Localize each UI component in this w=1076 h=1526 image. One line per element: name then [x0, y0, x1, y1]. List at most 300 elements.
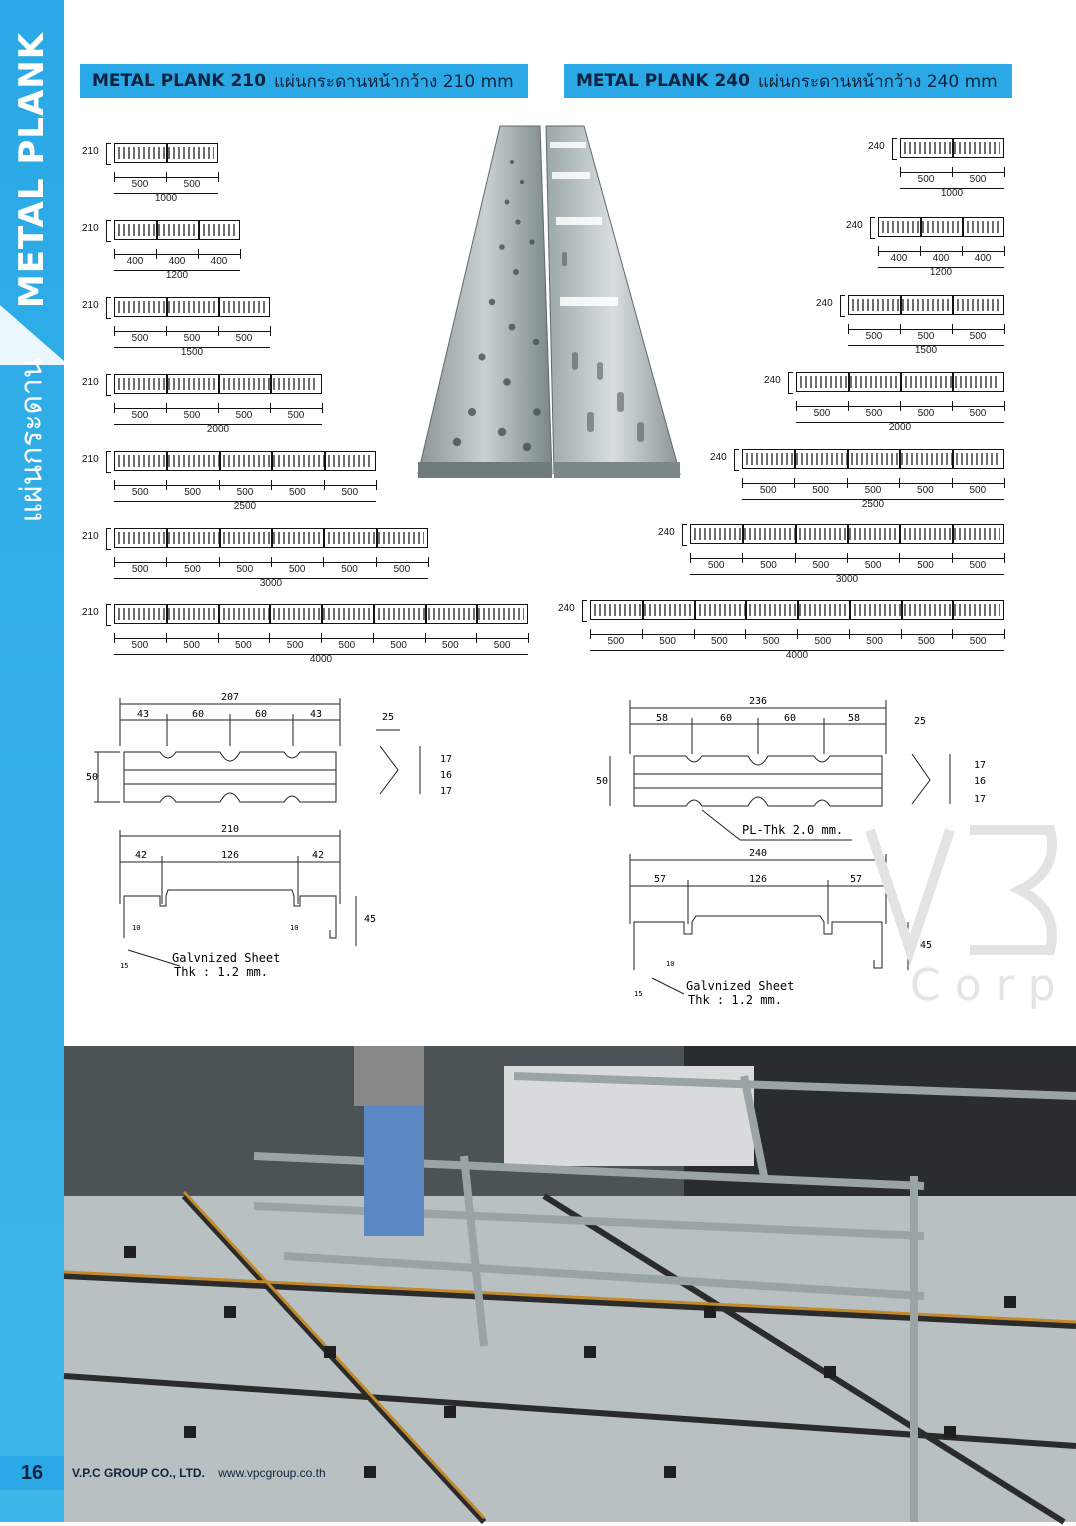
- segment-divider: [962, 218, 964, 236]
- plank-body: [114, 297, 270, 317]
- segment-divider: [219, 529, 221, 547]
- segment-length-label: 500: [286, 640, 304, 651]
- segment-divider: [952, 450, 954, 468]
- dimension-tick: [1004, 246, 1005, 256]
- footer-text: [72, 1466, 326, 1480]
- segment-length-label: 400: [126, 256, 144, 267]
- segment-divider: [269, 605, 271, 623]
- plank-body: [690, 524, 1004, 544]
- section-title-en: METAL PLANK 240: [576, 71, 750, 91]
- segment-length-label: 500: [184, 487, 201, 498]
- dim-side-part: 16: [974, 776, 987, 787]
- dimension-tick: [166, 480, 167, 490]
- total-length-label: 3000: [835, 574, 859, 585]
- segment-divider: [847, 525, 849, 543]
- segment-length-label: 500: [759, 485, 777, 496]
- dimension-tick: [219, 480, 220, 490]
- segment-length-label: 500: [864, 485, 882, 496]
- segment-divider: [321, 605, 323, 623]
- total-length-label: 1000: [940, 188, 964, 199]
- plank-height-label: 210: [82, 223, 99, 234]
- segment-divider: [376, 529, 378, 547]
- dimension-tick: [271, 480, 272, 490]
- segment-dimension-line: [878, 251, 1004, 252]
- dimension-tick: [1004, 324, 1005, 334]
- dimension-tick: [1004, 167, 1005, 177]
- segment-length-label: 500: [917, 174, 935, 185]
- dimension-tick: [1004, 401, 1005, 411]
- dim-top-part: 60: [783, 713, 797, 724]
- height-bracket: [106, 143, 111, 165]
- segment-length-label: 500: [390, 640, 407, 651]
- segment-dimension-line: [114, 254, 240, 255]
- segment-dimension-line: [114, 331, 270, 332]
- plank-height-label: 210: [82, 454, 99, 465]
- segment-divider: [166, 452, 168, 470]
- dimension-tick: [900, 167, 901, 177]
- dimension-tick: [847, 478, 848, 488]
- segment-length-label: 500: [812, 560, 830, 571]
- segment-length-label: 500: [236, 564, 254, 575]
- page-number: 16: [20, 1462, 44, 1484]
- dimension-tick: [952, 478, 953, 488]
- segment-divider: [166, 529, 168, 547]
- segment-divider: [166, 144, 168, 162]
- segment-length-label: 500: [131, 564, 149, 575]
- dimension-tick: [794, 478, 795, 488]
- dimension-tick: [425, 633, 426, 643]
- dimension-tick: [745, 629, 746, 639]
- dimension-tick: [899, 553, 900, 563]
- section-title-th: แผ่นกระดานหน้ากว้าง 210 mm: [273, 71, 514, 92]
- segment-divider: [952, 296, 954, 314]
- segment-length-label: 500: [131, 640, 149, 651]
- height-bracket: [870, 217, 875, 239]
- dim-side-part: 16: [440, 770, 453, 781]
- note-sheet: Galvnized Sheet: [686, 979, 795, 993]
- dimension-tick: [270, 326, 271, 336]
- plank-height-label: 210: [82, 531, 99, 542]
- plank-height-label: 210: [82, 377, 99, 388]
- segment-length-label: 500: [184, 564, 201, 575]
- segment-length-label: 400: [168, 256, 186, 267]
- segment-divider: [901, 601, 903, 619]
- note-pl-thickness: PL-Thk 2.0 mm.: [742, 823, 844, 837]
- segment-length-label: 500: [814, 636, 832, 647]
- vpc-watermark-logo: [850, 780, 1070, 1040]
- segment-length-label: 500: [393, 564, 411, 575]
- website: www.vpcgroup.co.th: [218, 1466, 326, 1480]
- dimension-tick: [952, 324, 953, 334]
- dimension-tick: [166, 633, 167, 643]
- dimension-tick: [114, 172, 115, 182]
- perforation-pattern: [118, 224, 236, 236]
- height-bracket: [840, 295, 845, 317]
- dim-side-part: 17: [974, 794, 987, 805]
- dim-top-total: 207: [220, 692, 240, 703]
- segment-divider: [425, 605, 427, 623]
- dimension-tick: [742, 478, 743, 488]
- plank-height-label: 240: [868, 141, 885, 152]
- dimension-tick: [899, 478, 900, 488]
- segment-divider: [642, 601, 644, 619]
- dim-depth: 45: [364, 914, 377, 925]
- segment-divider: [166, 298, 168, 316]
- height-bracket: [788, 372, 793, 394]
- section-title-th: แผ่นกระดานหน้ากว้าง 240 mm: [757, 71, 998, 92]
- segment-length-label: 500: [917, 331, 935, 342]
- segment-length-label: 400: [890, 253, 908, 264]
- dim-small: 15: [634, 990, 643, 998]
- plank-body: [590, 600, 1004, 620]
- segment-length-label: 400: [974, 253, 992, 264]
- plank-height-label: 240: [764, 375, 781, 386]
- segment-divider: [952, 139, 954, 157]
- dimension-tick: [271, 557, 272, 567]
- dimension-tick: [952, 629, 953, 639]
- dimension-tick: [166, 326, 167, 336]
- segment-length-label: 500: [969, 485, 987, 496]
- segment-divider: [476, 605, 478, 623]
- perforation-pattern: [852, 299, 1000, 311]
- segment-divider: [952, 601, 954, 619]
- dimension-tick: [321, 633, 322, 643]
- dim-side-width: 25: [382, 712, 395, 723]
- height-bracket: [582, 600, 587, 622]
- dim-side-part: 17: [974, 760, 987, 771]
- segment-length-label: 500: [865, 331, 883, 342]
- dim-top-part: 58: [655, 713, 669, 724]
- dim-small: 10: [666, 960, 675, 968]
- total-length-label: 1500: [914, 345, 938, 356]
- segment-length-label: 500: [235, 410, 253, 421]
- plank-height-label: 240: [846, 220, 863, 231]
- plank-body: [114, 220, 240, 240]
- plank-body: [114, 143, 218, 163]
- dimension-tick: [1004, 478, 1005, 488]
- segment-length-label: 500: [341, 564, 358, 575]
- segment-divider: [900, 373, 902, 391]
- segment-length-label: 500: [338, 640, 356, 651]
- height-bracket: [106, 374, 111, 396]
- plank-body: [114, 451, 376, 471]
- segment-divider: [899, 525, 901, 543]
- segment-divider: [797, 601, 799, 619]
- segment-length-label: 500: [131, 410, 149, 421]
- segment-length-label: 500: [813, 408, 831, 419]
- dimension-tick: [218, 633, 219, 643]
- segment-divider: [920, 218, 922, 236]
- site-photo-illustration: [64, 1046, 1076, 1522]
- dimension-tick: [476, 633, 477, 643]
- dimension-tick: [322, 403, 323, 413]
- dim-top-part: 60: [719, 713, 733, 724]
- dimension-tick: [269, 633, 270, 643]
- segment-length-label: 500: [183, 179, 201, 190]
- segment-divider: [952, 373, 954, 391]
- plank-body: [114, 374, 322, 394]
- segment-length-label: 500: [288, 564, 306, 575]
- height-bracket: [892, 138, 897, 160]
- dimension-tick: [849, 629, 850, 639]
- dimension-tick: [218, 326, 219, 336]
- dim-top-part: 60: [191, 709, 205, 720]
- segment-divider: [323, 529, 325, 547]
- total-length-label: 1000: [154, 193, 178, 204]
- total-length-label: 4000: [309, 654, 333, 665]
- dimension-tick: [324, 480, 325, 490]
- segment-length-label: 500: [917, 560, 934, 571]
- perforation-pattern: [882, 221, 1000, 233]
- segment-length-label: 400: [932, 253, 950, 264]
- dimension-tick: [1004, 629, 1005, 639]
- segment-divider: [952, 525, 954, 543]
- segment-length-label: 400: [210, 256, 228, 267]
- note-thickness: Thk : 1.2 mm.: [688, 993, 782, 1007]
- segment-divider: [742, 525, 744, 543]
- dim-bottom-part: 42: [311, 850, 325, 861]
- dim-top-part: 58: [847, 713, 861, 724]
- dimension-tick: [114, 403, 115, 413]
- dimension-tick: [848, 401, 849, 411]
- segment-length-label: 500: [969, 636, 987, 647]
- dimension-tick: [847, 553, 848, 563]
- segment-divider: [694, 601, 696, 619]
- segment-divider: [218, 298, 220, 316]
- perforation-pattern: [118, 301, 266, 313]
- dim-top-part: 43: [309, 709, 323, 720]
- dimension-tick: [376, 480, 377, 490]
- dim-height: 50: [86, 772, 99, 783]
- segment-divider: [166, 605, 168, 623]
- dim-side-width: 25: [914, 716, 927, 727]
- dimension-tick: [166, 557, 167, 567]
- dim-bottom-total: 210: [220, 824, 240, 835]
- plank-height-label: 240: [558, 603, 575, 614]
- segment-length-label: 500: [183, 410, 201, 421]
- plank-body: [742, 449, 1004, 469]
- height-bracket: [106, 297, 111, 319]
- sidebar-notch: [0, 305, 64, 365]
- height-bracket: [106, 220, 111, 242]
- segment-length-label: 500: [131, 179, 149, 190]
- segment-length-label: 500: [236, 487, 254, 498]
- segment-divider: [848, 373, 850, 391]
- dimension-tick: [166, 172, 167, 182]
- dimension-tick: [795, 553, 796, 563]
- section-header-240: [564, 64, 1012, 98]
- dimension-tick: [900, 401, 901, 411]
- segment-length-label: 500: [917, 408, 935, 419]
- segment-divider: [271, 452, 273, 470]
- dimension-tick: [900, 324, 901, 334]
- height-bracket: [106, 451, 111, 473]
- segment-divider: [900, 296, 902, 314]
- total-length-label: 1200: [165, 270, 189, 281]
- total-length-label: 2000: [888, 422, 912, 433]
- segment-length-label: 500: [235, 640, 252, 651]
- dim-small: 10: [132, 924, 141, 932]
- dimension-tick: [240, 249, 241, 259]
- segment-length-label: 500: [131, 333, 149, 344]
- total-length-label: 4000: [785, 650, 809, 661]
- plank-body: [114, 528, 428, 548]
- segment-length-label: 500: [183, 333, 201, 344]
- segment-divider: [270, 375, 272, 393]
- dimension-tick: [1004, 553, 1005, 563]
- segment-length-label: 500: [866, 636, 883, 647]
- dimension-tick: [323, 557, 324, 567]
- segment-divider: [218, 375, 220, 393]
- dim-depth: 45: [920, 940, 933, 951]
- plank-height-label: 210: [82, 146, 99, 157]
- segment-length-label: 500: [442, 640, 459, 651]
- segment-length-label: 500: [864, 560, 882, 571]
- segment-divider: [847, 450, 849, 468]
- perforation-pattern: [118, 455, 372, 467]
- segment-length-label: 500: [918, 636, 935, 647]
- dimension-tick: [952, 167, 953, 177]
- plank-photo-illustration: [412, 122, 682, 482]
- dimension-tick: [270, 403, 271, 413]
- segment-divider: [373, 605, 375, 623]
- segment-divider: [218, 605, 220, 623]
- plank-body: [900, 138, 1004, 158]
- plank-body: [114, 604, 528, 624]
- dimension-tick: [642, 629, 643, 639]
- dimension-tick: [952, 553, 953, 563]
- note-sheet: Galvnized Sheet: [172, 951, 281, 965]
- height-bracket: [106, 604, 111, 626]
- dim-bottom-total: 240: [748, 848, 768, 859]
- cross-section-210-drawing: [80, 690, 453, 980]
- segment-length-label: 500: [707, 560, 725, 571]
- segment-divider: [156, 221, 158, 239]
- segment-divider: [745, 601, 747, 619]
- company-name: V.P.C GROUP CO., LTD.: [72, 1466, 205, 1480]
- segment-dimension-line: [742, 483, 1004, 484]
- plank-body: [848, 295, 1004, 315]
- segment-dimension-line: [848, 329, 1004, 330]
- segment-divider: [271, 529, 273, 547]
- dim-top-total: 236: [748, 696, 768, 707]
- dimension-tick: [166, 403, 167, 413]
- dimension-tick: [694, 629, 695, 639]
- plank-height-label: 240: [816, 298, 833, 309]
- dimension-tick: [376, 557, 377, 567]
- total-length-label: 1200: [929, 267, 953, 278]
- segment-divider: [849, 601, 851, 619]
- segment-length-label: 500: [607, 636, 625, 647]
- dim-bottom-part: 42: [134, 850, 148, 861]
- segment-divider: [324, 452, 326, 470]
- dimension-tick: [590, 629, 591, 639]
- segment-length-label: 500: [289, 487, 306, 498]
- dimension-tick: [218, 172, 219, 182]
- dimension-tick: [428, 557, 429, 567]
- dimension-tick: [114, 326, 115, 336]
- dimension-tick: [690, 553, 691, 563]
- dimension-tick: [796, 401, 797, 411]
- dimension-tick: [797, 629, 798, 639]
- segment-length-label: 500: [969, 331, 987, 342]
- site-photo: [64, 1046, 1076, 1522]
- dimension-tick: [952, 401, 953, 411]
- segment-length-label: 500: [287, 410, 305, 421]
- total-length-label: 3000: [259, 578, 283, 589]
- segment-length-label: 500: [969, 408, 987, 419]
- segment-length-label: 500: [711, 636, 728, 647]
- total-length-label: 2500: [861, 499, 885, 510]
- segment-divider: [794, 450, 796, 468]
- plank-body: [878, 217, 1004, 237]
- segment-length-label: 500: [812, 485, 829, 496]
- note-thickness: Thk : 1.2 mm.: [174, 965, 268, 979]
- segment-divider: [899, 450, 901, 468]
- dim-top-part: 43: [136, 709, 150, 720]
- dimension-tick: [218, 403, 219, 413]
- dimension-tick: [219, 557, 220, 567]
- dim-bottom-part: 126: [220, 850, 240, 861]
- segment-length-label: 500: [865, 408, 883, 419]
- dim-bottom-part: 126: [748, 874, 768, 885]
- perforation-pattern: [746, 453, 1000, 465]
- plank-body: [796, 372, 1004, 392]
- page-number-badge: [0, 1456, 64, 1490]
- dim-side-part: 17: [440, 786, 453, 797]
- dim-bottom-part: 57: [653, 874, 667, 885]
- segment-divider: [795, 525, 797, 543]
- segment-length-label: 500: [969, 174, 987, 185]
- product-photo-planks: [412, 122, 682, 482]
- dimension-tick: [901, 629, 902, 639]
- dim-top-part: 60: [254, 709, 268, 720]
- segment-length-label: 500: [235, 333, 253, 344]
- height-bracket: [682, 524, 687, 546]
- height-bracket: [734, 449, 739, 471]
- total-length-label: 1500: [180, 347, 204, 358]
- segment-length-label: 500: [917, 485, 934, 496]
- segment-length-label: 500: [493, 640, 511, 651]
- sidebar-title-en: METAL PLANK: [12, 31, 52, 309]
- segment-length-label: 500: [659, 636, 676, 647]
- height-bracket: [106, 528, 111, 550]
- sidebar: [0, 0, 64, 1522]
- segment-divider: [198, 221, 200, 239]
- segment-length-label: 500: [183, 640, 200, 651]
- segment-length-label: 500: [341, 487, 359, 498]
- section-title-en: METAL PLANK 210: [92, 71, 266, 91]
- dim-bottom-part: 57: [849, 874, 863, 885]
- plank-height-label: 210: [82, 300, 99, 311]
- plank-height-label: 210: [82, 607, 99, 618]
- plank-height-label: 240: [710, 452, 727, 463]
- dim-height: 50: [596, 776, 609, 787]
- dim-small: 15: [120, 962, 129, 970]
- total-length-label: 2000: [206, 424, 230, 435]
- segment-dimension-line: [114, 485, 376, 486]
- sidebar-title-th: แผ่นกระดาน: [14, 357, 50, 523]
- plank-height-label: 240: [658, 527, 675, 538]
- segment-divider: [219, 452, 221, 470]
- dimension-tick: [114, 633, 115, 643]
- section-header-210: [80, 64, 528, 98]
- watermark-text: Corp: [910, 960, 1070, 1011]
- segment-length-label: 500: [760, 560, 777, 571]
- segment-length-label: 500: [131, 487, 149, 498]
- segment-length-label: 500: [762, 636, 780, 647]
- dimension-tick: [114, 480, 115, 490]
